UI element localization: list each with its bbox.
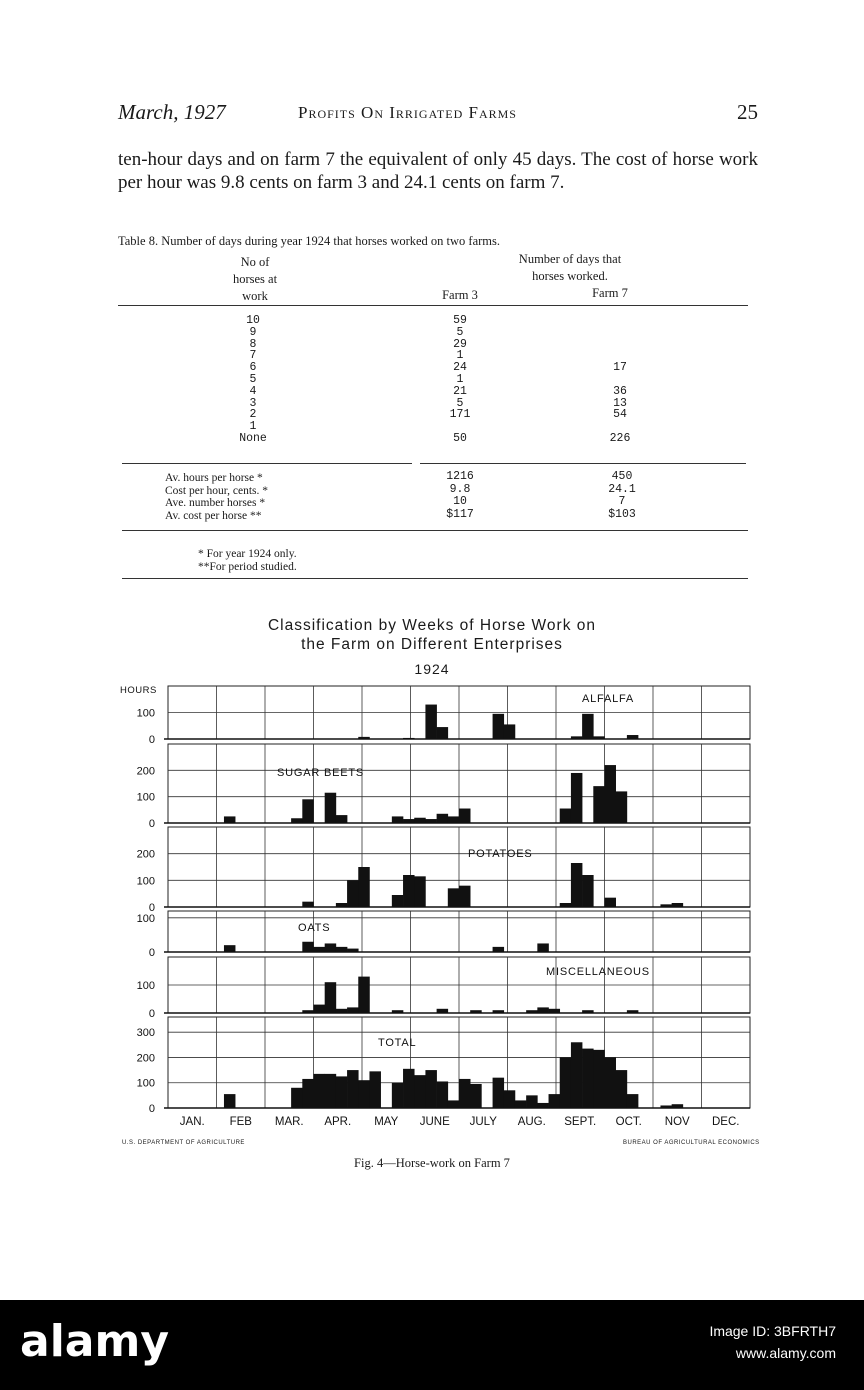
col-head-line: work <box>242 289 268 303</box>
data-bar <box>616 1070 627 1108</box>
x-tick-label: DEC. <box>712 1116 740 1128</box>
y-tick-label: 0 <box>148 1103 155 1115</box>
data-bar <box>593 736 604 739</box>
summary-label: Av. hours per horse * <box>165 472 263 484</box>
data-bar <box>336 947 347 952</box>
intro-paragraph: ten-hour days and on farm 7 the equivalent of only 45 days. The cost of horse work per hour was 9.8 cents on farm 3 and 24.1 cents on farm 7. <box>118 149 758 193</box>
cell-farm3: 1 <box>456 373 464 386</box>
data-bar <box>493 947 504 952</box>
y-axis-title: HOURS <box>120 685 157 696</box>
data-bar <box>392 1083 403 1108</box>
cell-farm3: 1 <box>456 349 464 363</box>
data-bar <box>325 982 336 1013</box>
col-head-line: horses at <box>232 272 278 286</box>
cell-horses: 1 <box>249 420 257 434</box>
summary-farm7: 7 <box>618 495 626 508</box>
cell-farm3: 29 <box>453 337 467 351</box>
summary-farm7: $103 <box>608 507 636 521</box>
data-bar <box>571 773 582 823</box>
data-bar <box>314 947 325 952</box>
col-head-farm3: Farm 3 <box>442 288 478 302</box>
credit-bae: BUREAU OF AGRICULTURAL ECONOMICS <box>623 1140 760 1146</box>
cell-horses: 9 <box>249 325 257 339</box>
data-bar <box>302 942 313 952</box>
data-bar <box>470 1084 481 1108</box>
data-bar <box>448 1100 459 1108</box>
data-bar <box>403 819 414 823</box>
data-bar <box>537 1007 548 1013</box>
cell-farm7: 13 <box>613 396 627 410</box>
data-bar <box>347 1070 358 1108</box>
data-bar <box>582 875 593 907</box>
summary-farm7: 24.1 <box>608 482 636 496</box>
cell-farm3: 24 <box>453 361 467 375</box>
page-number: 25 <box>737 100 758 124</box>
y-tick-label: 0 <box>148 947 155 959</box>
chart-title-line-2: the Farm on Different Enterprises <box>301 636 563 653</box>
data-bar <box>291 1088 302 1108</box>
data-bar <box>425 819 436 823</box>
data-bar <box>325 943 336 952</box>
panel-label: ALFALFA <box>582 693 635 705</box>
panel-label: OATS <box>298 922 331 934</box>
summary-farm3: $117 <box>446 507 474 521</box>
data-bar <box>526 1095 537 1108</box>
data-bar <box>369 1071 380 1108</box>
data-bar <box>593 1050 604 1108</box>
y-tick-label: 200 <box>136 765 155 778</box>
data-bar <box>504 724 515 739</box>
data-bar <box>403 875 414 907</box>
summary-farm3: 10 <box>453 495 467 508</box>
table-footnote: **For period studied. <box>198 561 297 573</box>
data-bar <box>392 1010 403 1013</box>
data-bar <box>582 1049 593 1108</box>
data-bar <box>582 1010 593 1013</box>
panel-label: TOTAL <box>378 1037 417 1049</box>
data-bar <box>224 1094 235 1108</box>
summary-farm3: 1216 <box>446 470 474 483</box>
data-bar <box>549 1009 560 1013</box>
data-bar <box>515 1100 526 1108</box>
data-bar <box>672 903 683 907</box>
data-bar <box>571 1042 582 1108</box>
header-title: Profits On Irrigated Farms <box>298 103 517 122</box>
y-tick-label: 100 <box>136 980 155 992</box>
table-caption: Table 8. Number of days during year 1924 that horses worked on two farms. <box>118 234 501 248</box>
data-bar <box>493 1078 504 1108</box>
data-bar <box>437 1081 448 1108</box>
y-tick-label: 0 <box>148 902 155 914</box>
figure-caption: Fig. 4—Horse-work on Farm 7 <box>354 1156 510 1170</box>
col-head-line: horses worked. <box>532 269 608 283</box>
data-bar <box>403 1069 414 1108</box>
data-bar <box>437 1009 448 1013</box>
data-bar <box>627 1010 638 1013</box>
data-bar <box>414 876 425 907</box>
cell-horses: None <box>239 432 267 445</box>
data-bar <box>493 714 504 739</box>
data-bar <box>627 1094 638 1108</box>
data-bar <box>336 903 347 907</box>
cell-farm3: 50 <box>453 432 467 445</box>
data-bar <box>425 1070 436 1108</box>
x-tick-label: MAR. <box>274 1116 304 1128</box>
col-head-line: Number of days that <box>518 252 622 266</box>
y-tick-label: 100 <box>136 791 155 804</box>
data-bar <box>470 1010 481 1013</box>
data-bar <box>336 1009 347 1013</box>
x-tick-label: FEB <box>229 1116 252 1128</box>
data-bar <box>358 1080 369 1108</box>
data-bar <box>336 815 347 823</box>
data-bar <box>302 1079 313 1108</box>
data-bar <box>537 1103 548 1108</box>
x-tick-label: MAY <box>374 1116 399 1128</box>
data-bar <box>302 1010 313 1013</box>
data-bar <box>314 1074 325 1108</box>
cell-farm7: 36 <box>613 384 627 398</box>
summary-farm7: 450 <box>611 470 633 483</box>
image-id: Image ID: 3BFRTH7 <box>709 1323 836 1339</box>
data-bar <box>571 863 582 907</box>
x-tick-label: APR. <box>324 1116 352 1128</box>
cell-farm7: 226 <box>609 432 631 445</box>
cell-horses: 6 <box>249 361 257 375</box>
header-date: March, 1927 <box>118 100 226 124</box>
data-bar <box>314 1005 325 1013</box>
panel-label: POTATOES <box>468 848 533 860</box>
data-bar <box>537 943 548 952</box>
x-tick-label: NOV <box>664 1116 690 1128</box>
panel-label: SUGAR BEETS <box>277 767 365 779</box>
table-footnote: * For year 1924 only. <box>198 548 297 560</box>
data-bar <box>437 727 448 739</box>
y-tick-label: 300 <box>136 1027 155 1040</box>
cell-farm3: 5 <box>456 325 464 339</box>
x-tick-label: SEPT. <box>564 1116 597 1128</box>
data-bar <box>605 898 616 907</box>
y-tick-label: 100 <box>136 1077 155 1090</box>
data-bar <box>459 809 470 823</box>
data-bar <box>358 977 369 1013</box>
data-bar <box>325 793 336 823</box>
cell-horses: 8 <box>249 337 257 351</box>
x-tick-label: JULY <box>469 1116 497 1128</box>
data-bar <box>560 1057 571 1108</box>
data-bar <box>414 1075 425 1108</box>
data-bar <box>392 816 403 823</box>
data-bar <box>605 1057 616 1108</box>
x-tick-label: OCT. <box>615 1116 642 1128</box>
cell-horses: 5 <box>249 373 257 386</box>
chart-title-line-1: Classification by Weeks of Horse Work on <box>267 617 596 634</box>
data-bar <box>593 786 604 823</box>
data-bar <box>582 714 593 739</box>
data-bar <box>325 1074 336 1108</box>
x-tick-label: JAN. <box>179 1116 205 1128</box>
data-bar <box>302 902 313 907</box>
y-tick-label: 0 <box>148 734 155 746</box>
data-bar <box>437 814 448 823</box>
data-bar <box>616 791 627 823</box>
data-bar <box>660 904 671 907</box>
data-bar <box>336 1076 347 1108</box>
data-bar <box>224 945 235 952</box>
summary-label: Av. cost per horse ** <box>165 509 262 522</box>
data-bar <box>526 1010 537 1013</box>
summary-label: Ave. number horses * <box>165 497 266 509</box>
summary-farm3: 9.8 <box>449 482 471 496</box>
data-bar <box>448 816 459 823</box>
chart-year: 1924 <box>414 661 450 677</box>
panel-label: MISCELLANEOUS <box>546 966 650 978</box>
data-bar <box>347 949 358 952</box>
y-tick-label: 200 <box>136 848 155 861</box>
x-tick-label: JUNE <box>419 1116 450 1128</box>
col-head-line: No of <box>240 255 270 269</box>
y-tick-label: 0 <box>148 818 155 830</box>
cell-horses: 10 <box>246 314 260 327</box>
cell-farm3: 171 <box>449 408 471 422</box>
cell-horses: 4 <box>249 384 257 398</box>
data-bar <box>358 867 369 907</box>
data-bar <box>560 809 571 823</box>
data-bar <box>347 880 358 907</box>
y-tick-label: 200 <box>136 1052 155 1065</box>
data-bar <box>605 765 616 823</box>
site-url: www.alamy.com <box>735 1345 836 1361</box>
x-tick-label: AUG. <box>517 1116 546 1128</box>
col-head-farm7: Farm 7 <box>592 286 628 300</box>
data-bar <box>493 1010 504 1013</box>
data-bar <box>291 818 302 823</box>
data-bar <box>672 1104 683 1108</box>
cell-horses: 3 <box>249 396 257 410</box>
watermark-info <box>709 1320 836 1364</box>
cell-horses: 7 <box>249 349 257 363</box>
cell-horses: 2 <box>249 408 257 422</box>
summary-label: Cost per hour, cents. * <box>165 484 269 497</box>
data-bar <box>448 888 459 907</box>
data-bar <box>459 886 470 907</box>
cell-farm3: 59 <box>453 314 467 327</box>
data-bar <box>414 818 425 823</box>
data-bar <box>627 735 638 739</box>
data-bar <box>392 895 403 907</box>
cell-farm3: 21 <box>453 384 467 398</box>
cell-farm7: 17 <box>613 361 627 375</box>
data-bar <box>504 1090 515 1108</box>
data-bar <box>425 705 436 739</box>
y-tick-label: 0 <box>148 1008 155 1020</box>
data-bar <box>549 1094 560 1108</box>
cell-farm7: 54 <box>613 408 627 422</box>
y-tick-label: 100 <box>136 912 155 925</box>
data-bar <box>302 799 313 823</box>
data-bar <box>224 816 235 823</box>
alamy-logo: alamy <box>20 1316 169 1367</box>
cell-farm3: 5 <box>456 396 464 410</box>
data-bar <box>403 738 414 739</box>
data-bar <box>347 1007 358 1013</box>
data-bar <box>459 1079 470 1108</box>
y-tick-label: 100 <box>136 707 155 720</box>
data-bar <box>660 1105 671 1108</box>
data-bar <box>560 903 571 907</box>
data-bar <box>571 736 582 739</box>
credit-usda: U.S. DEPARTMENT OF AGRICULTURE <box>122 1140 245 1146</box>
y-tick-label: 100 <box>136 875 155 888</box>
data-bar <box>358 737 369 739</box>
